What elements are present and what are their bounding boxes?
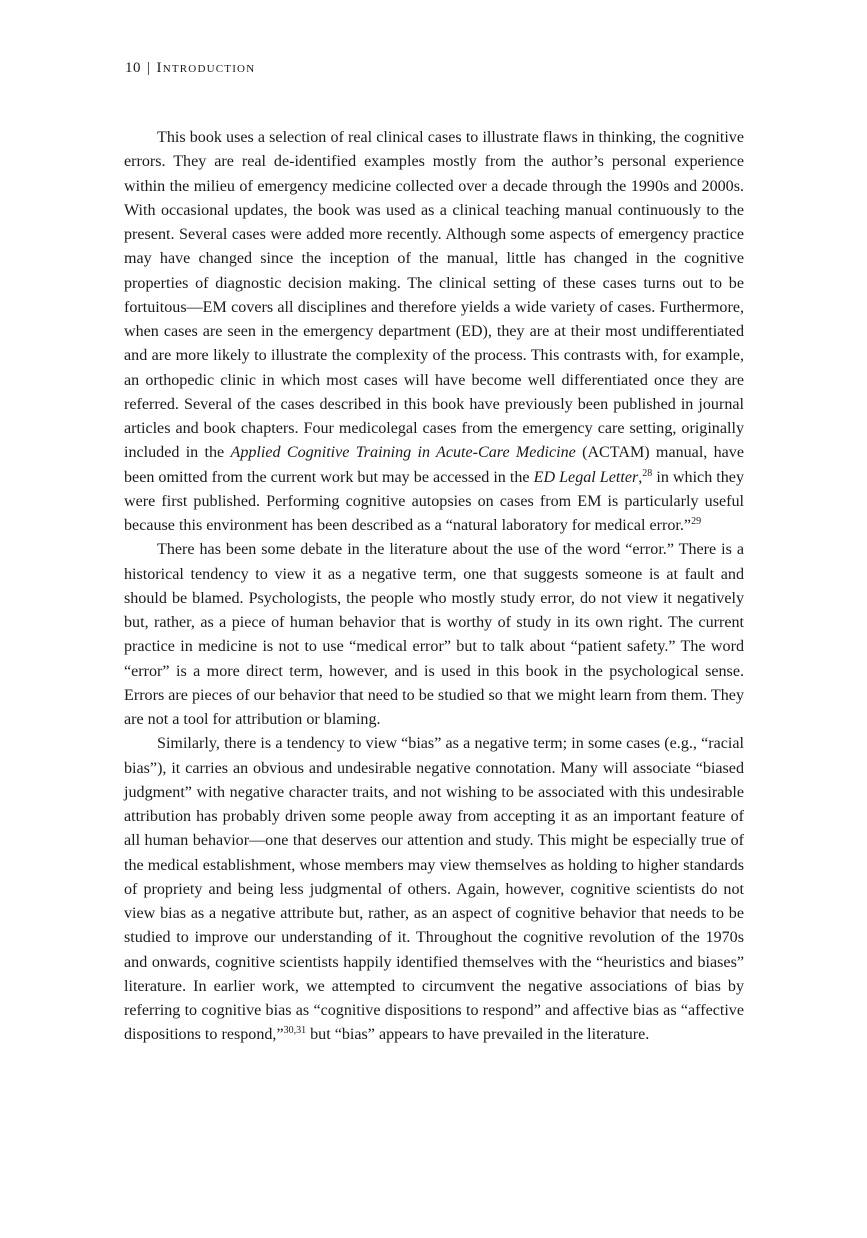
header-separator: | [147,60,151,76]
paragraph-3-text-b: but “bias” appears to have prevailed in the literature. [306,1026,650,1044]
paragraph-3 [124,732,744,1047]
section-title: Introduction [156,60,256,76]
journal-title-ed-legal-letter: ED Legal Letter [533,468,639,486]
running-header [125,60,255,77]
book-title-actam: Applied Cognitive Training in Acute-Care Medicine [230,444,576,462]
paragraph-1-text-b: (ACTAM) manual, have been omitted from the current work but may be accessed in the [124,444,745,486]
citation-29: 29 [691,516,702,527]
page-number: 10 [125,60,141,76]
paragraph-2: There has been some debate in the literature about the use of the word “error.” There is a historical tendency to view it as a negative term, one that suggests someone is at fault and should be blamed. Psychologists, the people who mostly study error, do not view it negatively but, rather, as a piece of human behavior that is worthy of study in its own right. The current practice in medicine is not to use “medical error” but to talk about “patient safety.” The word “error” is a more direct term, however, and is used in this book in the psychological sense. Errors are pieces of our behavior that need to be studied so that we might learn from them. They are not a tool for attribution or blaming. [124,541,744,728]
body-text [124,126,744,1048]
paragraph-3-text-a: Similarly, there is a tendency to view “bias” as a negative term; in some cases (e.g., “racial bias”), it carries an obvious and undesirable negative connotation. Many will associate “biased judgment” with negative character traits, and not wishing to be associated with this undesirable attribution has probably driven some people away from accepting it as an important feature of all human behavior—one that deserves our attention and study. This might be especially true of the medical establishment, whose members may view themselves as holding to higher standards of propriety and being less judgmental of others. Again, however, cognitive scientists do not view bias as a negative attribute but, rather, as an aspect of cognitive behavior that needs to be studied to improve our understanding of it. Throughout the cognitive revolution of the 1970s and onwards, cognitive scientists happily identified themselves with the “heuristics and biases” literature. In earlier work, we attempted to circumvent the negative associations of bias by referring to cognitive bias as “cognitive dispositions to respond” and affective bias as “affective dispositions to respond,” [124,735,744,1044]
paragraph-1-comma: , [638,468,643,486]
paragraph-1 [124,126,744,538]
citation-30-31: 30,31 [283,1025,307,1037]
citation-28: 28 [642,467,653,479]
paragraph-1-text-a: This book uses a selection of real clinical cases to illustrate flaws in thinking, the cognitive errors. They are real de-identified examples mostly from the author’s personal experience within the milieu of emergency medicine collected over a decade through the 1990s and 2000s. With occasional updates, the book was used as a clinical teaching manual continuously to the present. Several cases were added more recently. Although some aspects of emergency practice may have changed since the inception of the manual, little has changed in the cognitive properties of diagnostic decision making. The clinical setting of these cases turns out to be fortuitous—EM covers all disciplines and therefore yields a wide variety of cases. Furthermore, when cases are seen in the emergency department (ED), they are at their most undifferentiated and are more likely to illustrate the complexity of the process. This contrasts with, for example, an orthopedic clinic in which most cases will have become well differentiated once they are referred. Several of the cases described in this book have previously been published in journal articles and book chapters. Four medicolegal cases from the emergency care setting, originally included in the [124,129,744,462]
paragraph-1-text-d: in which they were first published. Performing cognitive autopsies on cases from EM is particularly useful because this environment has been described as a “natural laboratory for medical error.” [124,468,744,534]
